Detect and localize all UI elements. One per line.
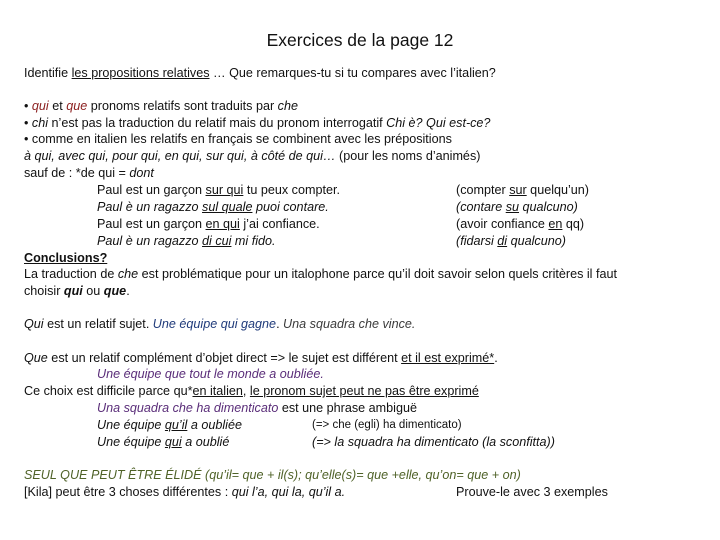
- relatives-underlined: les propositions relatives: [71, 66, 210, 80]
- example-right-3: (avoir confiance en qq): [456, 217, 585, 231]
- choix-difficile: Ce choix est difficile parce qu*en italien, le pronom sujet peut ne pas être exprimé: [24, 384, 479, 398]
- relatif-sujet: Qui est un relatif sujet. Une équipe qui gagne. Una squadra che vince.: [24, 317, 416, 331]
- prouve-le: Prouve-le avec 3 exemples: [456, 485, 608, 499]
- example-left-1: Paul est un garçon sur qui tu peux compter.: [97, 183, 340, 197]
- kila-exercise: [Kila] peut être 3 choses différentes : qui l’a, qui la, qu’il a.: [24, 485, 346, 499]
- example-left-2: Paul è un ragazzo sul quale puoi contare.: [97, 200, 329, 214]
- conclusions-heading: Conclusions?: [24, 251, 108, 265]
- preposition-list: à qui, avec qui, pour qui, en qui, sur qui, à côté de qui… (pour les noms d’animés): [24, 149, 481, 163]
- relatif-cod: Que est un relatif complément d’objet direct => le sujet est différent et il est exprimé*.: [24, 351, 498, 365]
- ambiguity-reading-2: Une équipe qui a oublié: [97, 435, 230, 449]
- bullet-chi: • chi n’est pas la traduction du relatif mais du pronom interrogatif Chi è? Qui est-ce?: [24, 116, 491, 130]
- ambiguity-translation-2: (=> la squadra ha dimenticato (la sconfitta)): [312, 435, 555, 449]
- ambiguity-translation-1: (=> che (egli) ha dimenticato): [312, 419, 462, 431]
- intro-line: Identifie les propositions relatives … Que remarques-tu si tu compares avec l’italien?: [24, 66, 496, 80]
- cod-example: Une équipe que tout le monde a oubliée.: [97, 367, 324, 381]
- example-left-4: Paul è un ragazzo di cui mi fido.: [97, 234, 276, 248]
- conclusion-line-1: La traduction de che est problématique pour un italophone parce qu’il doit savoir selon quels critères il faut: [24, 267, 617, 281]
- example-right-2: (contare su qualcuno): [456, 200, 578, 214]
- conclusion-line-2: choisir qui ou que.: [24, 284, 130, 298]
- ambiguity-reading-1: Une équipe qu’il a oubliée: [97, 418, 242, 432]
- example-left-3: Paul est un garçon en qui j’ai confiance.: [97, 217, 320, 231]
- seul-que-elide: SEUL QUE PEUT ÊTRE ÉLIDÉ (qu’il= que + il(s); qu’elle(s)= que +elle, qu’on= que + on): [24, 468, 521, 482]
- sauf-dont: sauf de : *de qui = dont: [24, 166, 154, 180]
- phrase-ambigue: Una squadra che ha dimenticato est une phrase ambiguë: [97, 401, 417, 415]
- bullet-qui-que: • qui et que pronoms relatifs sont traduits par che: [24, 99, 298, 113]
- page-title: Exercices de la page 12: [266, 30, 454, 50]
- example-right-4: (fidarsi di qualcuno): [456, 234, 566, 248]
- example-right-1: (compter sur quelqu’un): [456, 183, 590, 197]
- bullet-prepositions: • comme en italien les relatifs en français se combinent avec les prépositions: [24, 132, 452, 146]
